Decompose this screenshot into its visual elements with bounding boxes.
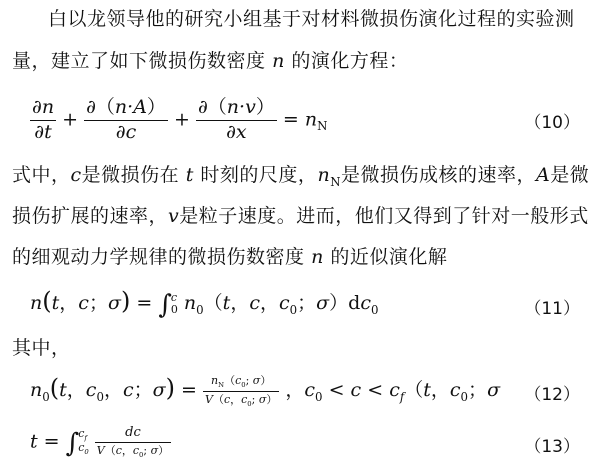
- equation-11: n(t，c；σ) = ∫ c 0 $n_0(t$，c，$c_0$；$\sigma)dc_0$: [30, 287, 379, 320]
- var-n: n: [272, 50, 285, 72]
- text-span: 时刻的尺度，: [200, 164, 318, 186]
- var-n: n: [311, 246, 324, 268]
- frac-dc-V: $\frac{dc}{V(c,c_0; \sigma)}$: [96, 425, 170, 460]
- var-v: v: [168, 205, 180, 227]
- var-A: A: [536, 164, 551, 186]
- paragraph2-line3: [12, 242, 592, 269]
- equation-13-number: （13）: [524, 437, 580, 457]
- var-c: c: [70, 164, 82, 186]
- text-span: 是粒子速度。进而，他们又得到了针对一般形式: [179, 205, 589, 227]
- text-span: 损伤扩展的速率，: [12, 205, 169, 227]
- frac-dn-dt: $\frac{\partial n}{\partial t}$: [32, 96, 55, 143]
- frac-dnv-dx: $\frac{\partial(n\cdot v)}{\partial x}$: [197, 96, 275, 143]
- text-span: 式中，: [12, 164, 71, 186]
- equation-11-number: （11）: [524, 299, 580, 319]
- frac-dnA-dc: $\frac{\partial(n\cdot A)}{\partial c}$: [86, 96, 166, 143]
- text-span: 量，建立了如下微损伤数密度: [12, 50, 266, 72]
- frac-nN-V: $\frac{n_N(c_0; \sigma)}{V(c,c_0; \sigma)}$: [204, 374, 278, 408]
- text-span: 的细观动力学规律的微损伤数密度: [12, 246, 305, 268]
- equation-10-number: （10）: [524, 113, 580, 133]
- text-span: 是微损伤成核的速率，: [340, 164, 536, 186]
- text-span: 是微: [550, 164, 590, 186]
- paragraph2-line2: [12, 201, 592, 228]
- equation-10: $\frac{\partial n}{\partial t}$ + $\frac{\partial(n\cdot A)}{\partial c}$ + $\frac{\partial(n\cdot v)}{\partial x}$ = $n_N$: [32, 96, 328, 143]
- var-n: n: [317, 164, 331, 186]
- text-span: 的演化方程：: [291, 50, 409, 72]
- equation-13: t = ∫ $c_f$ $c_0$ $\frac{dc}{V(c,c_0; \sigma)}$: [30, 425, 170, 460]
- paragraph2-line1: [12, 160, 592, 189]
- text-span: 是微损伤在: [81, 164, 180, 186]
- text-span: 的近似演化解: [330, 246, 448, 268]
- equation-12: $n_0(t$，$c_0$，c；σ) = $\frac{n_N(c_0; \sigma)}{V(c,c_0; \sigma)}$ ，$c_0 < c < c_f(t$，$c_0$；σ: [30, 374, 501, 408]
- paragraph1-line1: 白以龙领导他的研究小组基于对材料微损伤演化过程的实验测: [48, 8, 575, 30]
- paragraph3-line1: 其中，: [12, 337, 71, 359]
- subscript-N: N: [330, 174, 341, 189]
- var-t: t: [185, 164, 194, 186]
- paragraph1-line2: [12, 46, 592, 73]
- equation-12-number: （12）: [524, 385, 580, 405]
